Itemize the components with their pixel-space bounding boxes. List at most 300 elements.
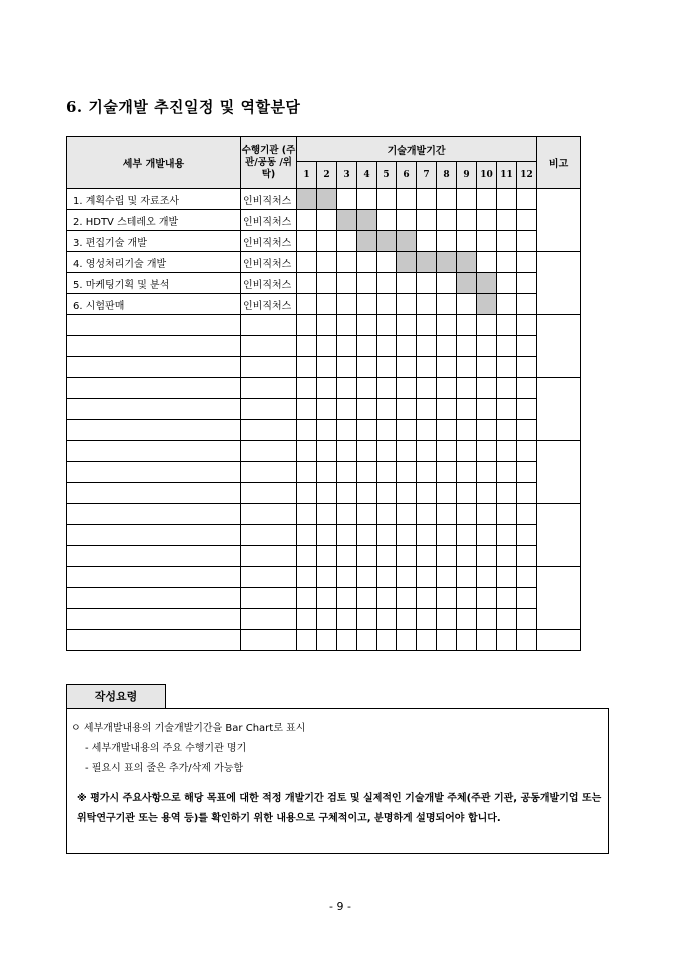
header-detail: 세부 개발내용	[67, 137, 241, 189]
month-cell	[317, 315, 337, 336]
org-cell: 인비직처스	[241, 294, 297, 315]
header-month: 8	[437, 162, 457, 189]
month-cell	[397, 378, 417, 399]
org-cell: 인비직처스	[241, 210, 297, 231]
month-cell	[437, 357, 457, 378]
task-cell: 1. 계획수립 및 자료조사	[67, 189, 241, 210]
month-cell	[477, 378, 497, 399]
month-cell	[377, 483, 397, 504]
org-cell	[241, 462, 297, 483]
header-remarks: 비고	[537, 137, 581, 189]
table-row	[67, 315, 581, 336]
month-cell	[337, 630, 357, 651]
gantt-bar-cell	[357, 231, 377, 252]
guide-sub-1: - 세부개발내용의 주요 수행기관 명기	[85, 743, 247, 754]
month-cell	[517, 504, 537, 525]
month-cell	[357, 336, 377, 357]
month-cell	[317, 504, 337, 525]
table-row	[67, 588, 581, 609]
month-cell	[477, 588, 497, 609]
month-cell	[477, 231, 497, 252]
remarks-cell	[537, 630, 581, 651]
month-cell	[397, 210, 417, 231]
month-cell	[377, 294, 397, 315]
month-cell	[517, 210, 537, 231]
month-cell	[457, 546, 477, 567]
month-cell	[297, 210, 317, 231]
month-cell	[377, 525, 397, 546]
table-row	[67, 336, 581, 357]
month-cell	[477, 336, 497, 357]
month-cell	[377, 357, 397, 378]
month-cell	[497, 483, 517, 504]
month-cell	[397, 525, 417, 546]
month-cell	[417, 210, 437, 231]
month-cell	[497, 210, 517, 231]
month-cell	[297, 525, 317, 546]
month-cell	[497, 609, 517, 630]
month-cell	[437, 420, 457, 441]
month-cell	[517, 567, 537, 588]
month-cell	[517, 273, 537, 294]
table-row	[67, 546, 581, 567]
month-cell	[297, 420, 317, 441]
month-cell	[297, 336, 317, 357]
remarks-cell	[537, 504, 581, 567]
remarks-cell	[537, 567, 581, 630]
header-month: 7	[417, 162, 437, 189]
month-cell	[317, 378, 337, 399]
month-cell	[337, 420, 357, 441]
month-cell	[317, 525, 337, 546]
month-cell	[357, 273, 377, 294]
month-cell	[317, 588, 337, 609]
month-cell	[377, 588, 397, 609]
task-cell	[67, 546, 241, 567]
month-cell	[417, 609, 437, 630]
table-row	[67, 189, 581, 210]
month-cell	[477, 525, 497, 546]
month-cell	[337, 378, 357, 399]
month-cell	[517, 294, 537, 315]
month-cell	[317, 462, 337, 483]
month-cell	[377, 399, 397, 420]
task-cell	[67, 315, 241, 336]
table-row	[67, 462, 581, 483]
guide-sub-2: - 필요시 표의 줄은 추가/삭제 가능함	[85, 763, 244, 774]
month-cell	[417, 546, 437, 567]
table-row	[67, 252, 581, 273]
month-cell	[437, 567, 457, 588]
month-cell	[317, 546, 337, 567]
month-cell	[517, 336, 537, 357]
month-cell	[297, 231, 317, 252]
header-period: 기술개발기간	[297, 137, 537, 162]
month-cell	[437, 630, 457, 651]
table-row	[67, 273, 581, 294]
month-cell	[517, 378, 537, 399]
month-cell	[377, 504, 397, 525]
gantt-bar-cell	[337, 210, 357, 231]
month-cell	[477, 609, 497, 630]
month-cell	[437, 378, 457, 399]
month-cell	[517, 630, 537, 651]
month-cell	[437, 273, 457, 294]
month-cell	[337, 504, 357, 525]
month-cell	[397, 315, 417, 336]
month-cell	[357, 420, 377, 441]
org-cell	[241, 546, 297, 567]
table-row	[67, 357, 581, 378]
guide-note: ※ 평가시 주요사항으로 해당 목표에 대한 적정 개발기간 검토 및 실제적인 기술개발 주체(주관 기관, 공동개발기업 또는 위탁연구기관 또는 용역 등)를 확인하기 위한 내용으로 구체적이고, 분명하게 설명되어야 합니다.	[77, 793, 602, 824]
month-cell	[357, 546, 377, 567]
table-row	[67, 567, 581, 588]
month-cell	[337, 441, 357, 462]
month-cell	[297, 567, 317, 588]
month-cell	[457, 630, 477, 651]
month-cell	[497, 441, 517, 462]
month-cell	[417, 378, 437, 399]
month-cell	[497, 273, 517, 294]
month-cell	[337, 399, 357, 420]
header-month: 6	[397, 162, 417, 189]
month-cell	[477, 420, 497, 441]
month-cell	[477, 315, 497, 336]
month-cell	[357, 567, 377, 588]
month-cell	[457, 567, 477, 588]
guide-bullet: ㅇ 세부개발내용의 기술개발기간을 Bar Chart로 표시	[71, 723, 306, 734]
month-cell	[417, 189, 437, 210]
header-month: 10	[477, 162, 497, 189]
task-cell	[67, 588, 241, 609]
month-cell	[397, 483, 417, 504]
month-cell	[497, 189, 517, 210]
month-cell	[457, 294, 477, 315]
month-cell	[377, 252, 397, 273]
month-cell	[397, 357, 417, 378]
month-cell	[497, 504, 517, 525]
org-cell	[241, 609, 297, 630]
month-cell	[477, 483, 497, 504]
month-cell	[517, 231, 537, 252]
header-month: 11	[497, 162, 517, 189]
org-cell: 인비직처스	[241, 231, 297, 252]
month-cell	[477, 357, 497, 378]
month-cell	[377, 630, 397, 651]
month-cell	[357, 441, 377, 462]
month-cell	[377, 462, 397, 483]
table-row	[67, 483, 581, 504]
month-cell	[297, 483, 317, 504]
month-cell	[357, 189, 377, 210]
month-cell	[517, 546, 537, 567]
table-row	[67, 630, 581, 651]
month-cell	[337, 525, 357, 546]
month-cell	[457, 231, 477, 252]
table-row	[67, 441, 581, 462]
task-cell: 2. HDTV 스테레오 개발	[67, 210, 241, 231]
month-cell	[397, 609, 417, 630]
org-cell	[241, 525, 297, 546]
month-cell	[517, 483, 537, 504]
table-row	[67, 525, 581, 546]
month-cell	[357, 357, 377, 378]
task-cell	[67, 399, 241, 420]
month-cell	[497, 588, 517, 609]
month-cell	[357, 294, 377, 315]
schedule-table	[66, 136, 581, 651]
task-cell: 6. 시험판매	[67, 294, 241, 315]
task-cell: 5. 마케팅기획 및 분석	[67, 273, 241, 294]
month-cell	[397, 273, 417, 294]
month-cell	[477, 462, 497, 483]
header-month: 9	[457, 162, 477, 189]
table-row	[67, 294, 581, 315]
month-cell	[437, 483, 457, 504]
gantt-bar-cell	[477, 294, 497, 315]
month-cell	[397, 189, 417, 210]
gantt-bar-cell	[437, 252, 457, 273]
month-cell	[417, 630, 437, 651]
header-month: 2	[317, 162, 337, 189]
month-cell	[437, 546, 457, 567]
month-cell	[497, 546, 517, 567]
month-cell	[397, 567, 417, 588]
month-cell	[397, 336, 417, 357]
page-number: - 9 -	[329, 900, 351, 913]
month-cell	[297, 546, 317, 567]
month-cell	[437, 441, 457, 462]
month-cell	[517, 399, 537, 420]
month-cell	[497, 336, 517, 357]
month-cell	[317, 630, 337, 651]
table-row	[67, 378, 581, 399]
org-cell	[241, 315, 297, 336]
month-cell	[457, 336, 477, 357]
month-cell	[417, 336, 437, 357]
header-month: 1	[297, 162, 317, 189]
month-cell	[357, 462, 377, 483]
gantt-bar-cell	[457, 252, 477, 273]
month-cell	[417, 315, 437, 336]
remarks-cell	[537, 315, 581, 378]
org-cell	[241, 420, 297, 441]
month-cell	[417, 588, 437, 609]
month-cell	[517, 315, 537, 336]
task-cell	[67, 336, 241, 357]
task-cell	[67, 630, 241, 651]
month-cell	[417, 504, 437, 525]
month-cell	[437, 336, 457, 357]
month-cell	[337, 273, 357, 294]
org-cell	[241, 336, 297, 357]
month-cell	[437, 294, 457, 315]
month-cell	[297, 462, 317, 483]
month-cell	[397, 294, 417, 315]
month-cell	[457, 357, 477, 378]
month-cell	[497, 378, 517, 399]
month-cell	[357, 609, 377, 630]
month-cell	[477, 252, 497, 273]
month-cell	[457, 462, 477, 483]
month-cell	[517, 588, 537, 609]
month-cell	[377, 189, 397, 210]
month-cell	[437, 588, 457, 609]
gantt-bar-cell	[317, 189, 337, 210]
month-cell	[517, 189, 537, 210]
month-cell	[457, 315, 477, 336]
month-cell	[477, 504, 497, 525]
table-row	[67, 420, 581, 441]
month-cell	[317, 399, 337, 420]
month-cell	[377, 315, 397, 336]
month-cell	[457, 588, 477, 609]
org-cell	[241, 567, 297, 588]
remarks-cell	[537, 378, 581, 441]
month-cell	[377, 546, 397, 567]
month-cell	[517, 252, 537, 273]
task-cell	[67, 420, 241, 441]
month-cell	[357, 525, 377, 546]
gantt-bar-cell	[457, 273, 477, 294]
month-cell	[357, 483, 377, 504]
month-cell	[417, 294, 437, 315]
task-cell	[67, 441, 241, 462]
table-row	[67, 609, 581, 630]
gantt-bar-cell	[297, 189, 317, 210]
month-cell	[437, 399, 457, 420]
month-cell	[377, 336, 397, 357]
month-cell	[397, 462, 417, 483]
month-cell	[497, 630, 517, 651]
month-cell	[317, 609, 337, 630]
month-cell	[297, 588, 317, 609]
month-cell	[457, 189, 477, 210]
month-cell	[397, 588, 417, 609]
task-cell	[67, 567, 241, 588]
task-cell	[67, 504, 241, 525]
month-cell	[297, 378, 317, 399]
month-cell	[357, 399, 377, 420]
month-cell	[417, 462, 437, 483]
month-cell	[377, 441, 397, 462]
month-cell	[357, 588, 377, 609]
month-cell	[377, 420, 397, 441]
month-cell	[397, 546, 417, 567]
month-cell	[297, 273, 317, 294]
header-org: 수행기관 (주관/공동 /위탁)	[241, 137, 297, 189]
month-cell	[457, 378, 477, 399]
month-cell	[477, 441, 497, 462]
month-cell	[477, 546, 497, 567]
month-cell	[497, 525, 517, 546]
month-cell	[497, 399, 517, 420]
month-cell	[437, 231, 457, 252]
month-cell	[357, 252, 377, 273]
month-cell	[457, 525, 477, 546]
month-cell	[457, 483, 477, 504]
month-cell	[517, 462, 537, 483]
month-cell	[297, 294, 317, 315]
org-cell: 인비직처스	[241, 252, 297, 273]
month-cell	[377, 273, 397, 294]
month-cell	[497, 231, 517, 252]
month-cell	[437, 525, 457, 546]
gantt-bar-cell	[397, 231, 417, 252]
org-cell: 인비직처스	[241, 273, 297, 294]
month-cell	[397, 504, 417, 525]
month-cell	[477, 630, 497, 651]
month-cell	[417, 231, 437, 252]
gantt-bar-cell	[417, 252, 437, 273]
org-cell	[241, 378, 297, 399]
month-cell	[437, 189, 457, 210]
header-month: 5	[377, 162, 397, 189]
month-cell	[317, 420, 337, 441]
month-cell	[337, 252, 357, 273]
month-cell	[457, 441, 477, 462]
month-cell	[317, 210, 337, 231]
org-cell	[241, 483, 297, 504]
month-cell	[417, 567, 437, 588]
remarks-cell	[537, 252, 581, 315]
table-row	[67, 504, 581, 525]
month-cell	[357, 378, 377, 399]
month-cell	[457, 399, 477, 420]
month-cell	[337, 231, 357, 252]
month-cell	[317, 441, 337, 462]
month-cell	[297, 630, 317, 651]
month-cell	[377, 210, 397, 231]
guide-tab: 작성요령	[66, 684, 166, 709]
header-month: 4	[357, 162, 377, 189]
month-cell	[497, 462, 517, 483]
month-cell	[477, 399, 497, 420]
month-cell	[517, 420, 537, 441]
month-cell	[477, 189, 497, 210]
month-cell	[297, 504, 317, 525]
org-cell	[241, 588, 297, 609]
month-cell	[477, 567, 497, 588]
month-cell	[457, 609, 477, 630]
month-cell	[417, 525, 437, 546]
month-cell	[497, 357, 517, 378]
month-cell	[337, 357, 357, 378]
month-cell	[397, 441, 417, 462]
month-cell	[337, 546, 357, 567]
month-cell	[297, 315, 317, 336]
month-cell	[417, 357, 437, 378]
gantt-bar-cell	[377, 231, 397, 252]
month-cell	[337, 189, 357, 210]
month-cell	[297, 441, 317, 462]
month-cell	[417, 420, 437, 441]
task-cell	[67, 609, 241, 630]
task-cell: 3. 편집기술 개발	[67, 231, 241, 252]
task-cell	[67, 525, 241, 546]
month-cell	[317, 294, 337, 315]
task-cell	[67, 357, 241, 378]
org-cell	[241, 441, 297, 462]
month-cell	[437, 462, 457, 483]
month-cell	[317, 273, 337, 294]
month-cell	[397, 630, 417, 651]
task-cell	[67, 462, 241, 483]
org-cell	[241, 399, 297, 420]
month-cell	[377, 609, 397, 630]
table-row	[67, 231, 581, 252]
month-cell	[337, 567, 357, 588]
